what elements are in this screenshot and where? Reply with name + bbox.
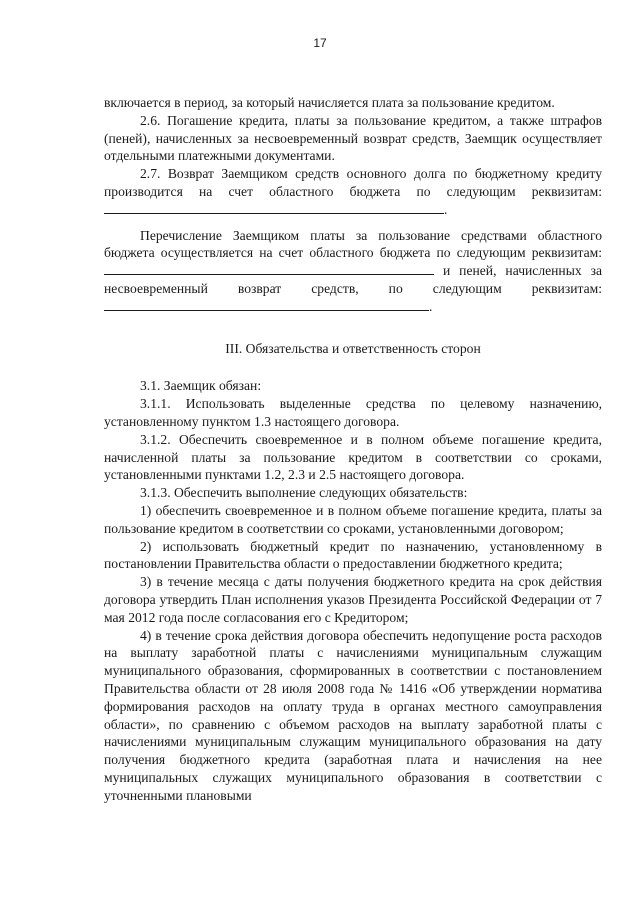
section-heading: III. Обязательства и ответственность сторон xyxy=(225,340,481,356)
list-item-1: 1) обеспечить своевременное и в полном объеме погашение кредита, платы за пользование кредитом в соответствии со сроками, установленными договором; xyxy=(104,502,602,536)
list-item-2: 2) использовать бюджетный кредит по назначению, установленному в постановлении Правительства области о предоставлении бюджетного кредита; xyxy=(104,538,602,572)
requisites-blank-2 xyxy=(104,262,434,275)
paragraph-continuation: включается в период, за который начисляется плата за пользование кредитом. xyxy=(104,95,555,110)
requisites-blank-1 xyxy=(104,201,444,214)
paragraph-3-1-1: 3.1.1. Использовать выделенные средства по целевому назначению, установленному пунктом 1.3 настоящего договора. xyxy=(104,396,602,429)
paragraph-3-1-3: 3.1.3. Обеспечить выполнение следующих обязательств: xyxy=(140,485,468,501)
page-number: 17 xyxy=(313,36,327,50)
paragraph-payment-transfer xyxy=(104,227,602,316)
requisites-blank-3 xyxy=(104,298,429,311)
paragraph-payment-text-a: Перечисление Заемщиком платы за пользование средствами областного бюджета осуществляется на счет областного бюджета по следующим реквизитам: xyxy=(104,227,602,261)
list-item-3: 3) в течение месяца с даты получения бюджетного кредита на срок действия договора утвердить План исполнения указов Президента Российской Федерации от 7 мая 2012 года после согласования его с Кредитором; xyxy=(104,574,602,625)
paragraph-3-1-2: 3.1.2. Обеспечить своевременное и в полном объеме погашение кредита, начисленной платы за пользование кредитом в соответствии со сроками, установленными пунктами 1.2, 2.3 и 2.5 настоящего договора. xyxy=(104,431,602,483)
document-body xyxy=(104,94,602,804)
paragraph-2-7-text: 2.7. Возврат Заемщиком средств основного долга по бюджетному кредиту производится на счет областного бюджета по следующим реквизитам: xyxy=(104,166,602,199)
paragraph-2-7 xyxy=(104,165,602,218)
paragraph-2-7-end: . xyxy=(444,201,448,217)
list-item-4: 4) в течение срока действия договора обеспечить недопущение роста расходов на выплату заработной платы с начислениями муниципальным служащим муниципального образования, сформированных в соответствии с постановлением Правительства области от 28 июля 2008 года № 1416 «Об утверждении норматива формирования расходов на оплату труда в органах местного самоуправления области», по сравнению с объемом расходов на выплату заработной платы с начислениями муниципальным служащим муниципального образования на дату получения бюджетного кредита (заработная плата и начисления на нее муниципальных служащих муниципального образования в соответствии с уточненными плановыми xyxy=(104,627,602,803)
paragraph-2-6: 2.6. Погашение кредита, платы за пользование кредитом, а также штрафов (пеней), начисленных за несвоевременный возврат средств, Заемщик осуществляет отдельными платежными документами. xyxy=(104,112,602,164)
paragraph-payment-end: . xyxy=(429,298,433,314)
paragraph-3-1: 3.1. Заемщик обязан: xyxy=(140,378,262,394)
paragraph-payment-text-b: и пеней, начисленных за несвоевременный возврат средств, по следующим реквизитам: xyxy=(104,263,602,296)
